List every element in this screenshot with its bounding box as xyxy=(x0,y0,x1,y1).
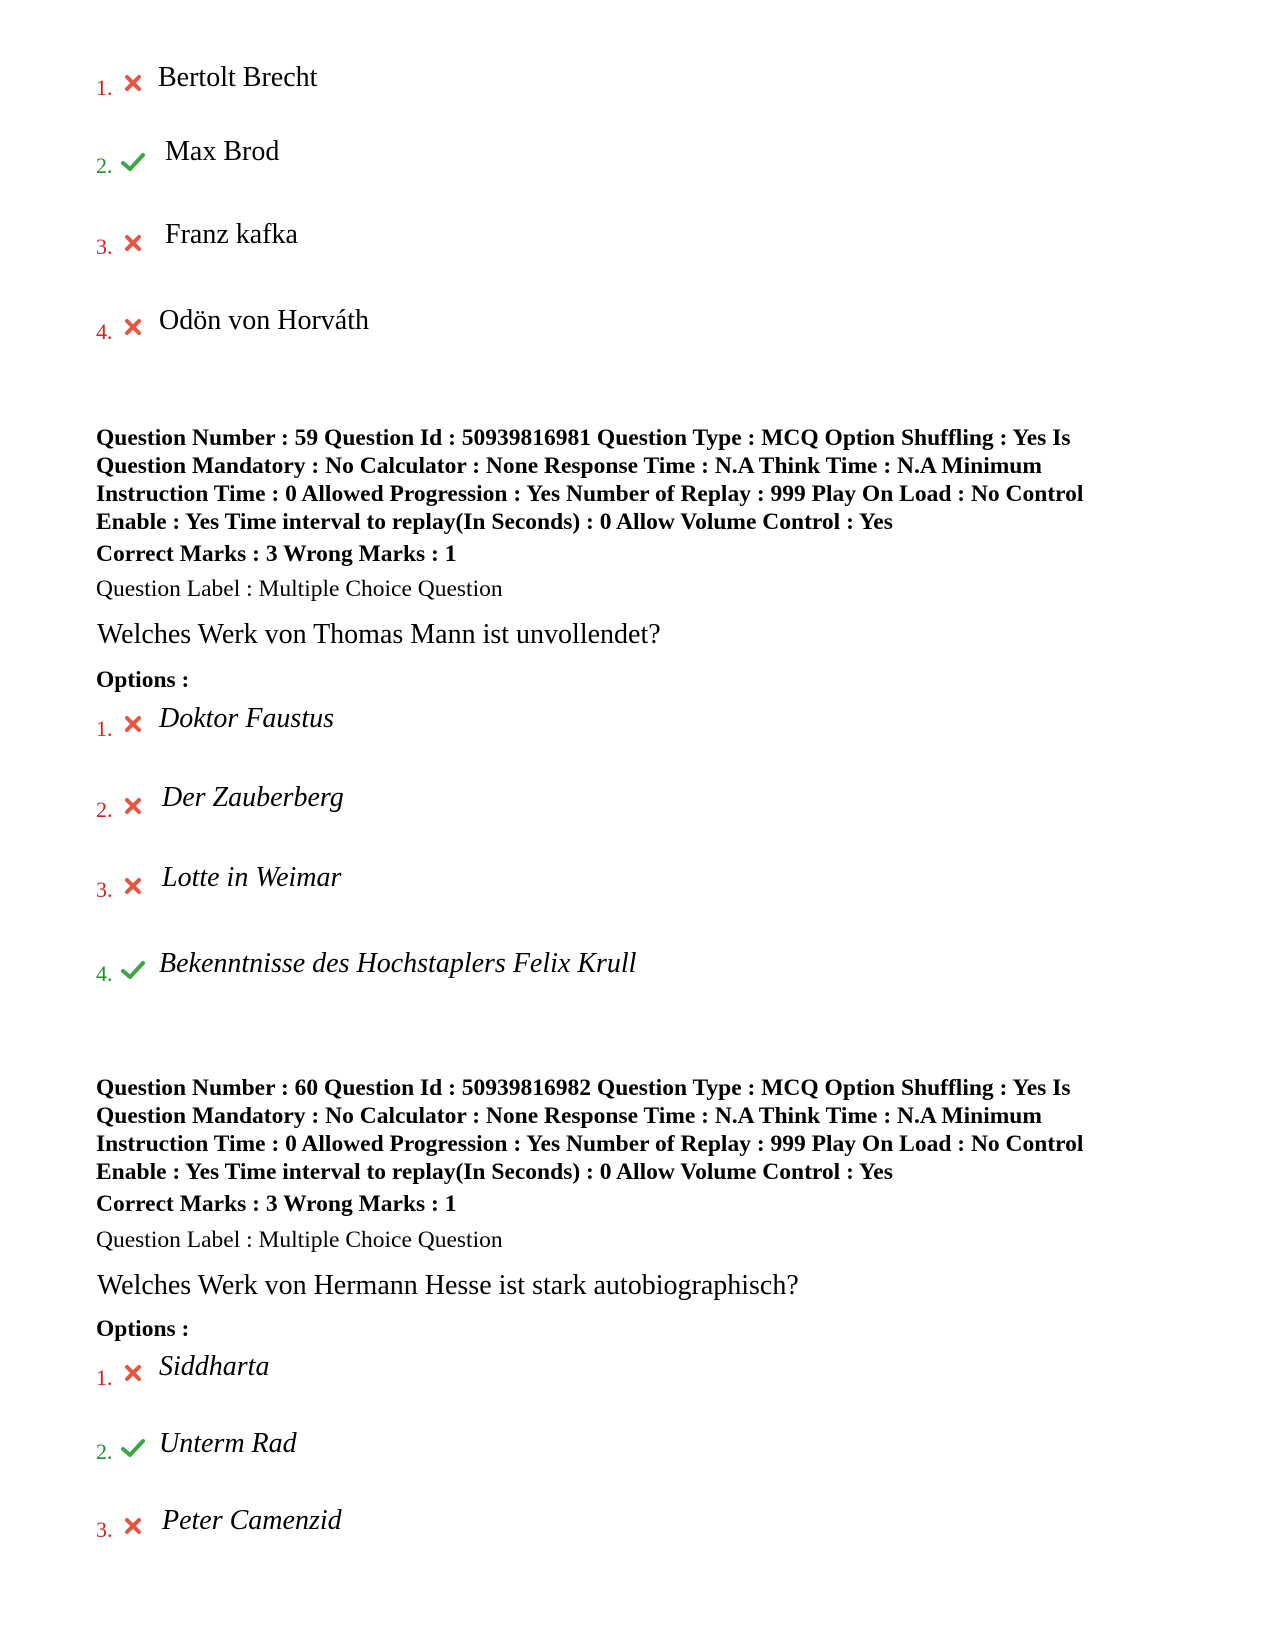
question-meta-line: Instruction Time : 0 Allowed Progression : Yes Number of Replay : 999 Play On Load : No Control xyxy=(96,481,1084,507)
question-label: Question Label : Multiple Choice Question xyxy=(96,1227,503,1253)
option-number: 3. xyxy=(96,877,113,902)
question-meta xyxy=(96,424,1216,536)
check-icon xyxy=(121,1438,145,1458)
option-text: Bertolt Brecht xyxy=(158,62,318,93)
question-text: Welches Werk von Hermann Hesse ist stark autobiographisch? xyxy=(97,1270,799,1301)
cross-icon xyxy=(124,1517,142,1535)
option-number: 2. xyxy=(96,153,113,178)
check-icon xyxy=(121,960,145,980)
cross-icon xyxy=(124,797,142,815)
question-text: Welches Werk von Thomas Mann ist unvollendet? xyxy=(97,619,661,650)
question-meta-line: Question Mandatory : No Calculator : None Response Time : N.A Think Time : N.A Minimum xyxy=(96,1103,1042,1129)
option-text: Der Zauberberg xyxy=(162,782,344,813)
option-number: 4. xyxy=(96,961,113,986)
question-meta xyxy=(96,1074,1216,1186)
question-marks: Correct Marks : 3 Wrong Marks : 1 xyxy=(96,541,457,567)
option-number: 3. xyxy=(96,234,113,259)
cross-icon xyxy=(124,234,142,252)
option-number: 2. xyxy=(96,1439,113,1464)
question-meta-line: Enable : Yes Time interval to replay(In Seconds) : 0 Allow Volume Control : Yes xyxy=(96,509,893,535)
cross-icon xyxy=(124,74,142,92)
option-number: 1. xyxy=(96,1365,113,1390)
question-meta-line: Enable : Yes Time interval to replay(In Seconds) : 0 Allow Volume Control : Yes xyxy=(96,1159,893,1185)
option-number: 2. xyxy=(96,797,113,822)
cross-icon xyxy=(124,318,142,336)
question-meta-line: Instruction Time : 0 Allowed Progression : Yes Number of Replay : 999 Play On Load : No Control xyxy=(96,1131,1084,1157)
option-text: Siddharta xyxy=(159,1351,270,1382)
cross-icon xyxy=(124,1364,142,1382)
option-text: Peter Camenzid xyxy=(162,1505,342,1536)
option-number: 3. xyxy=(96,1517,113,1542)
options-label: Options : xyxy=(96,1316,190,1342)
option-text: Franz kafka xyxy=(165,219,298,250)
option-number: 4. xyxy=(96,319,113,344)
option-text: Bekenntnisse des Hochstaplers Felix Krull xyxy=(159,948,637,979)
option-text: Odön von Horváth xyxy=(159,305,369,336)
check-icon xyxy=(121,152,145,172)
question-marks: Correct Marks : 3 Wrong Marks : 1 xyxy=(96,1191,457,1217)
question-label: Question Label : Multiple Choice Question xyxy=(96,576,503,602)
option-number: 1. xyxy=(96,75,113,100)
option-text: Lotte in Weimar xyxy=(162,862,342,893)
question-meta-line: Question Mandatory : No Calculator : None Response Time : N.A Think Time : N.A Minimum xyxy=(96,453,1042,479)
options-label: Options : xyxy=(96,667,190,693)
question-meta-line: Question Number : 59 Question Id : 50939816981 Question Type : MCQ Option Shuffling : Yes Is xyxy=(96,425,1071,451)
cross-icon xyxy=(124,877,142,895)
option-text: Doktor Faustus xyxy=(159,703,334,734)
cross-icon xyxy=(124,715,142,733)
option-number: 1. xyxy=(96,716,113,741)
question-meta-line: Question Number : 60 Question Id : 50939816982 Question Type : MCQ Option Shuffling : Yes Is xyxy=(96,1075,1071,1101)
option-text: Max Brod xyxy=(165,136,280,167)
option-text: Unterm Rad xyxy=(159,1428,297,1459)
